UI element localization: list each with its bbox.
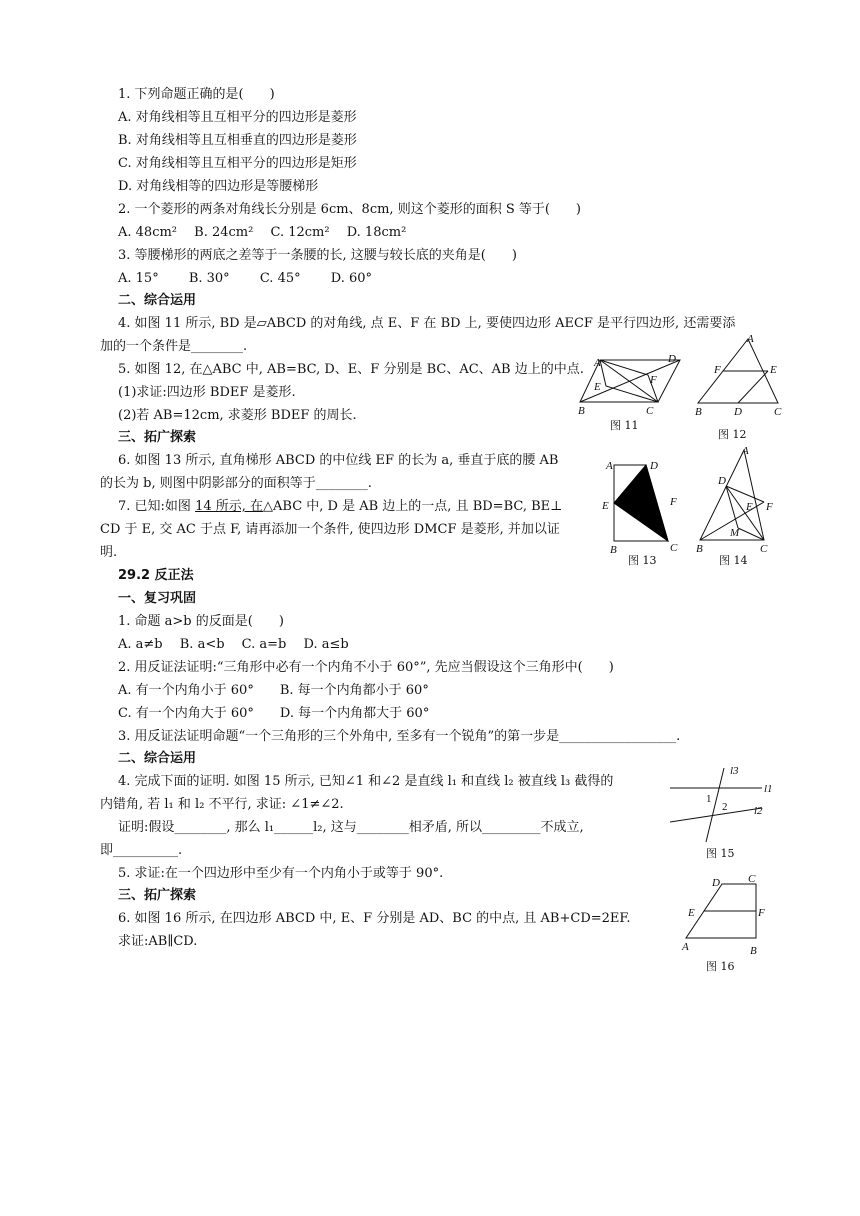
fig11-label-b: B [578, 405, 585, 417]
r6-stem-cont: 求证:AB∥CD. [118, 934, 198, 949]
fig16-label-b: B [750, 945, 757, 957]
fig11-caption: 图 11 [610, 419, 639, 432]
fig13-label-c: C [670, 542, 678, 554]
q7-stem [118, 498, 562, 515]
fig11-label-c: C [646, 405, 654, 417]
r4-proof: 证明:假设________, 那么 l₁______l₂, 这与________相矛盾, 所以_________不成立, [118, 820, 584, 835]
q3-stem: 3. 等腰梯形的两底之差等于一条腰的长, 这腰与较长底的夹角是( ) [118, 248, 517, 263]
fig12-caption: 图 12 [718, 428, 747, 441]
q4-stem: 4. 如图 11 所示, BD 是▱ABCD 的对角线, 点 E、F 在 BD 上, 要使四边形 AECF 是平行四边形, 还需要添 [118, 316, 736, 331]
r4-stem-cont: 内错角, 若 l₁ 和 l₂ 不平行, 求证: ∠1≠∠2. [100, 797, 344, 812]
q6-stem: 6. 如图 13 所示, 直角梯形 ABCD 的中位线 EF 的长为 a, 垂直于底的腰 AB [118, 453, 559, 468]
fig12-label-c: C [774, 406, 782, 418]
fig16-label-f: F [758, 907, 765, 919]
q7-stem-end: 明. [100, 545, 118, 560]
heading-review: 一、复习巩固 [118, 591, 197, 606]
fig15-label-l1: l1 [764, 783, 773, 795]
fig11-label-f: F [650, 374, 657, 386]
fig15-label-angle1: 1 [706, 793, 712, 805]
fig13-label-a: A [606, 460, 613, 472]
r4-stem: 4. 完成下面的证明. 如图 15 所示, 已知∠1 和∠2 是直线 l₁ 和直线 l₂ 被直线 l₃ 截得的 [118, 774, 614, 789]
heading-apply: 二、综合运用 [118, 293, 197, 308]
r5-stem: 5. 求证:在一个四边形中至少有一个内角小于或等于 90°. [118, 866, 444, 881]
q1-option-b: B. 对角线相等且互相垂直的四边形是菱形 [118, 133, 357, 148]
r2-options-ab: A. 有一个内角小于 60° B. 每一个内角都小于 60° [118, 683, 429, 698]
r3-stem: 3. 用反证法证明命题“一个三角形的三个外角中, 至多有一个锐角”的第一步是__________________. [118, 729, 681, 744]
fig14-label-c: C [760, 543, 768, 555]
figure-13 [598, 455, 688, 555]
fig16-label-e: E [688, 907, 695, 919]
q1-option-a: A. 对角线相等且互相平分的四边形是菱形 [118, 110, 357, 125]
q3-options: A. 15° B. 30° C. 45° D. 60° [118, 271, 373, 286]
fig12-label-f: F [714, 364, 721, 376]
fig16-label-a: A [682, 941, 689, 953]
r4-proof-end: 即__________. [100, 843, 183, 858]
fig16-label-d: D [712, 877, 720, 889]
fig11-label-e: E [594, 381, 601, 393]
q2-stem: 2. 一个菱形的两条对角线长分别是 6cm、8cm, 则这个菱形的面积 S 等于( ) [118, 202, 582, 217]
r1-stem: 1. 命题 a>b 的反面是( ) [118, 614, 284, 629]
fig13-shaded-region [614, 465, 668, 541]
r2-options-cd: C. 有一个内角大于 60° D. 每一个内角都大于 60° [118, 706, 430, 721]
fig14-label-b: B [696, 543, 703, 555]
fig14-caption: 图 14 [719, 554, 748, 567]
heading-explore: 三、拓广探索 [118, 430, 197, 445]
q1-stem: 1. 下列命题正确的是( ) [118, 87, 275, 102]
r1-options: A. a≠b B. a<b C. a=b D. a≤b [118, 637, 349, 652]
fig16-label-c: C [748, 873, 756, 885]
fig12-label-e: E [770, 364, 777, 376]
q7-stem-a: 7. 已知:如图 [118, 499, 196, 514]
q1-option-d: D. 对角线相等的四边形是等腰梯形 [118, 179, 319, 194]
fig14-label-d: D [718, 475, 726, 487]
fig13-label-d: D [650, 460, 658, 472]
fig15-label-angle2: 2 [722, 801, 728, 813]
fig12-label-b: B [695, 406, 702, 418]
q1-option-c: C. 对角线相等且互相平分的四边形是矩形 [118, 156, 357, 171]
q7-stem-cont: CD 于 E, 交 AC 于点 F, 请再添加一个条件, 使四边形 DMCF 是菱形, 并加以证 [100, 522, 560, 537]
q5-part1: (1)求证:四边形 BDEF 是菱形. [118, 385, 296, 400]
fig14-label-e: E [746, 501, 753, 513]
heading-explore-2: 三、拓广探索 [118, 888, 197, 903]
r6-stem: 6. 如图 16 所示, 在四边形 ABCD 中, E、F 分别是 AD、BC 的中点, 且 AB+CD=2EF. [118, 911, 631, 926]
fig13-label-b: B [610, 544, 617, 555]
figure-11 [576, 350, 686, 418]
r2-stem: 2. 用反证法证明:“三角形中必有一个内角不小于 60°”, 先应当假设这个三角形中( ) [118, 660, 614, 675]
fig14-label-f: F [766, 501, 773, 513]
fig13-label-e: E [602, 500, 609, 512]
heading-apply-2: 二、综合运用 [118, 751, 197, 766]
q5-part2: (2)若 AB=12cm, 求菱形 BDEF 的周长. [118, 408, 357, 423]
fig14-label-a: A [742, 445, 749, 457]
q7-stem-c: △ABC 中, D 是 AB 边上的一点, 且 BD=BC, BE⊥ [263, 499, 563, 514]
q7-stem-b: 14 所示, 在 [195, 499, 264, 514]
fig15-caption: 图 15 [706, 847, 735, 860]
figure-15 [668, 760, 778, 846]
fig12-label-d: D [734, 406, 742, 418]
fig16-caption: 图 16 [706, 960, 735, 973]
q6-stem-cont: 的长为 b, 则图中阴影部分的面积等于________. [100, 476, 372, 491]
fig13-label-f: F [670, 496, 677, 508]
fig15-label-l2: l2 [754, 805, 763, 817]
figure-14 [692, 444, 786, 556]
fig11-label-d: D [668, 353, 676, 365]
q2-options: A. 48cm² B. 24cm² C. 12cm² D. 18cm² [118, 225, 407, 240]
q5-stem: 5. 如图 12, 在△ABC 中, AB=BC, D、E、F 分别是 BC、AC、AB 边上的中点. [118, 362, 584, 377]
fig12-label-a: A [747, 333, 754, 345]
fig15-label-l3: l3 [730, 765, 739, 777]
fig13-caption: 图 13 [628, 554, 657, 567]
figure-16 [678, 872, 774, 958]
figure-12 [692, 333, 784, 419]
section-title: 29.2 反正法 [118, 568, 194, 583]
q4-stem-cont: 加的一个条件是________. [100, 339, 248, 354]
fig11-label-a: A [594, 357, 601, 369]
fig14-label-m: M [730, 527, 740, 539]
